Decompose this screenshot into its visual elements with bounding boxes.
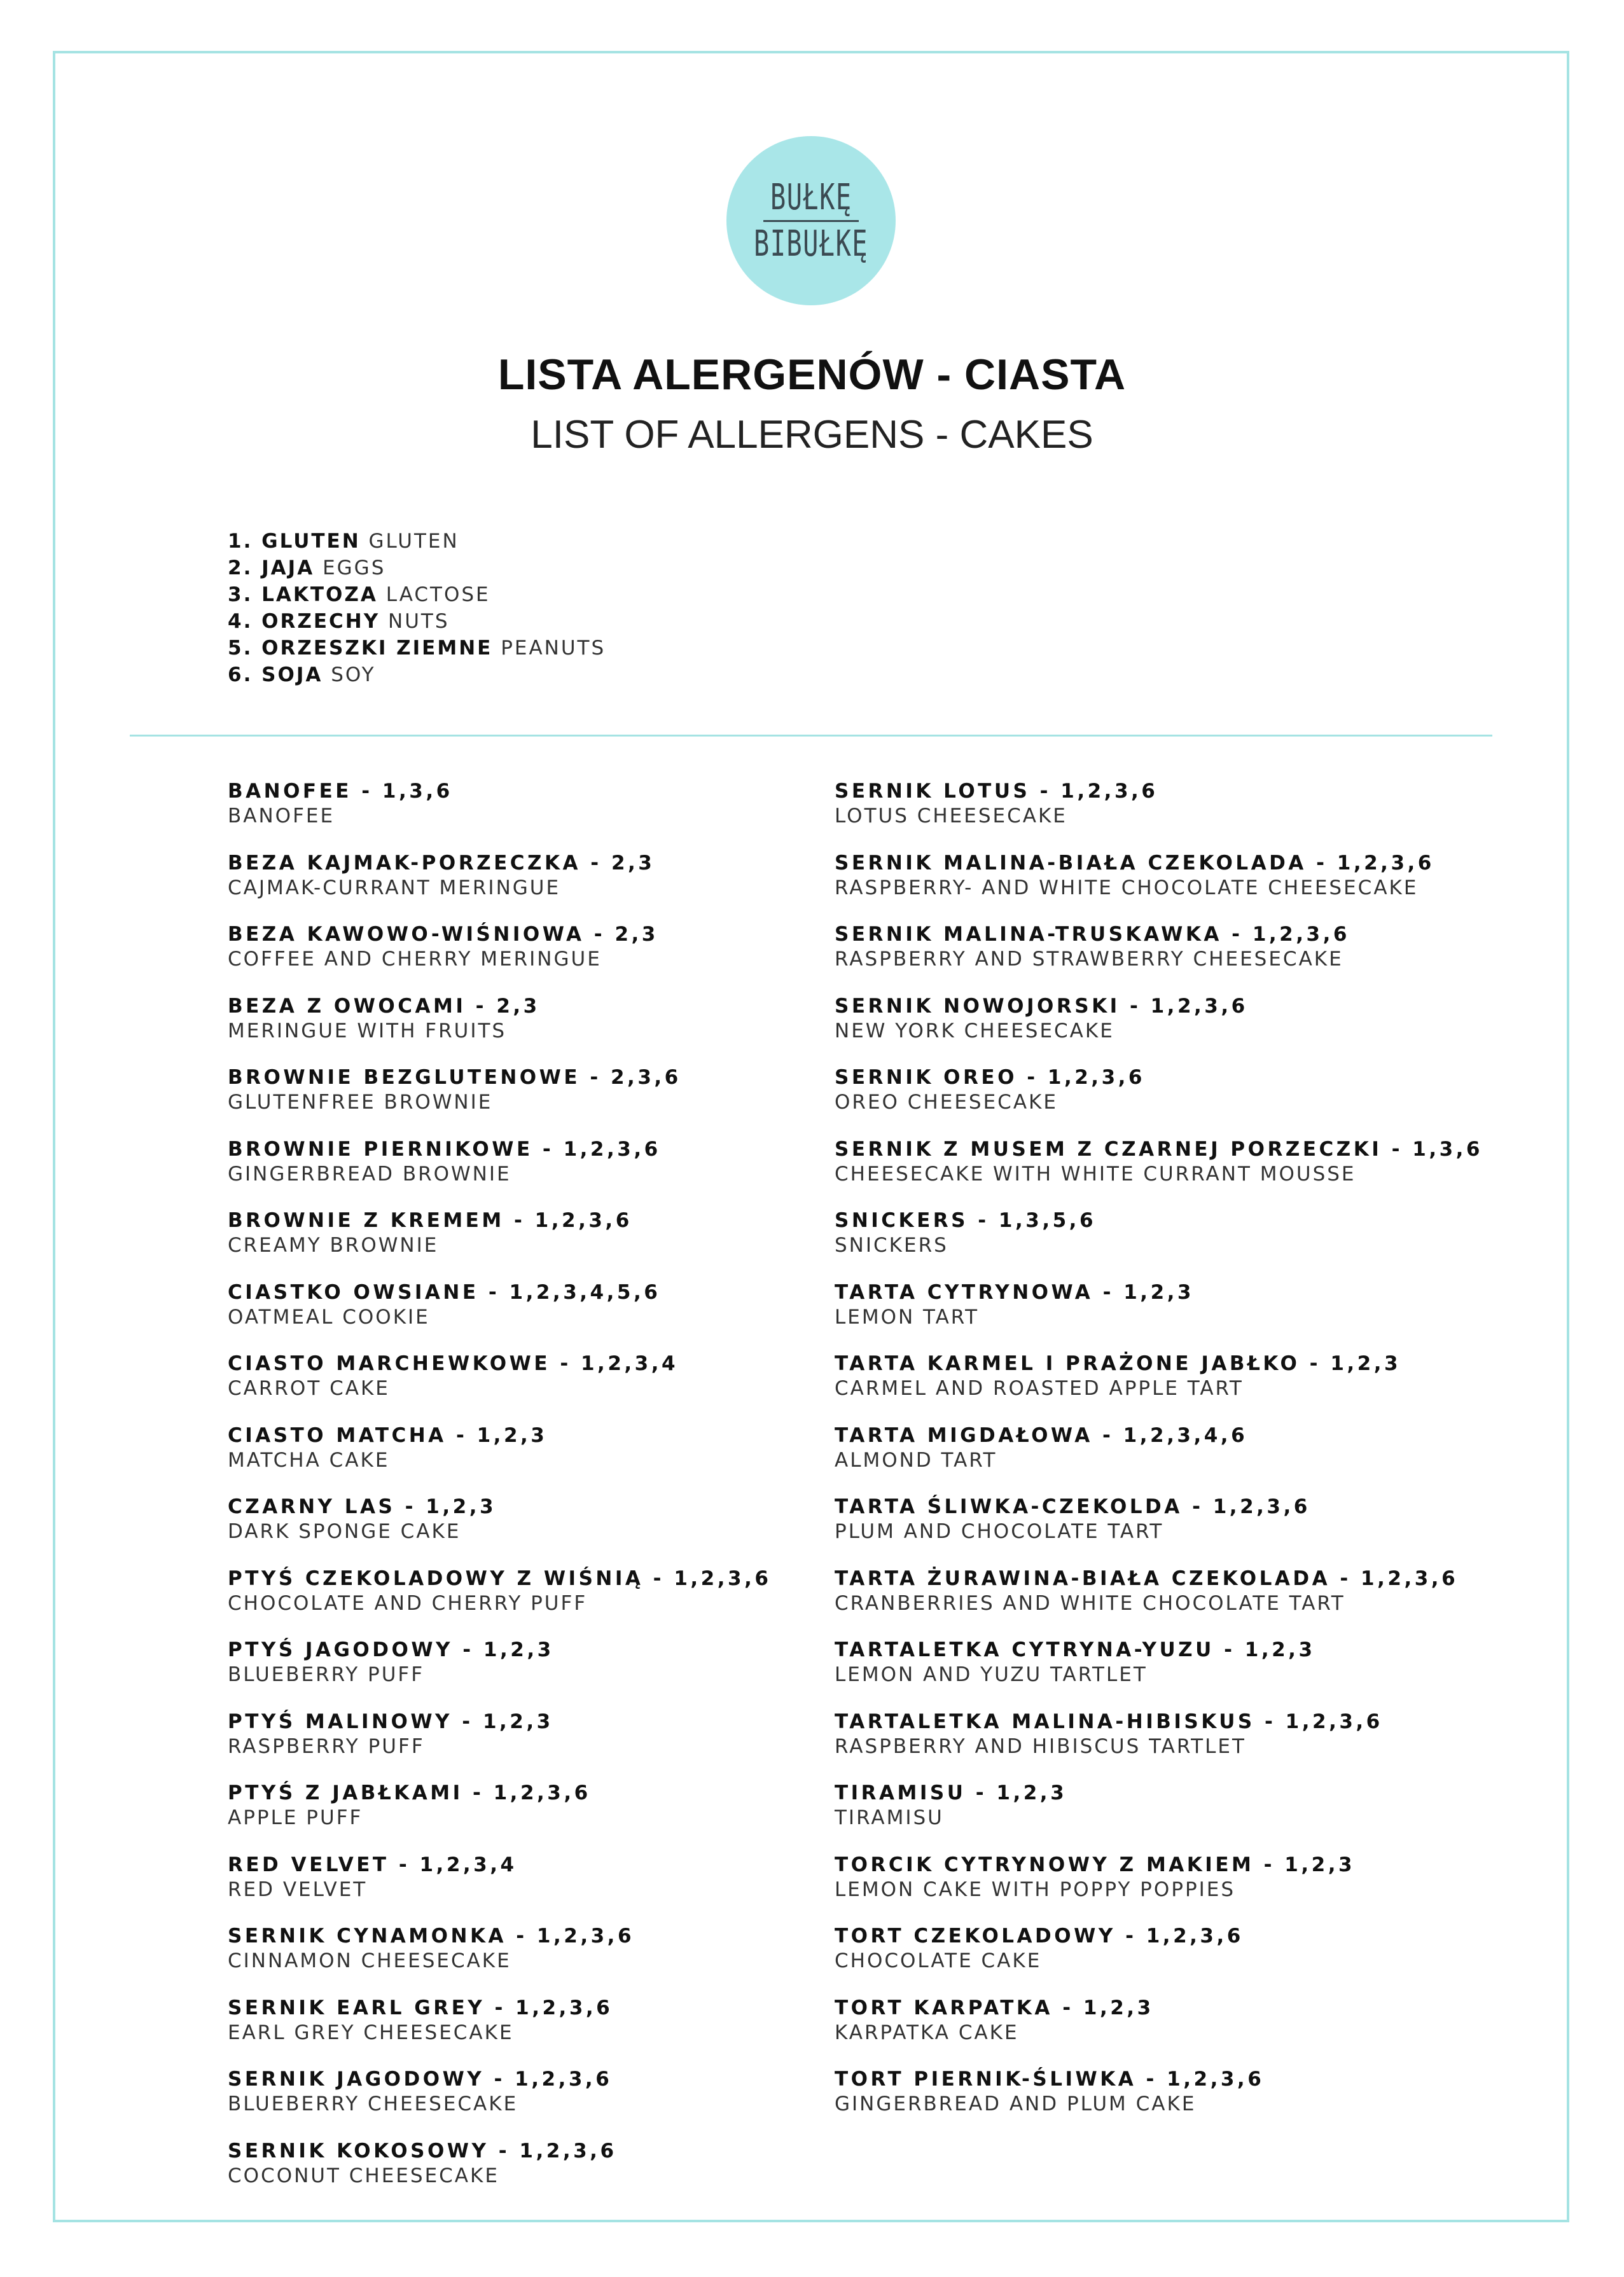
cake-item [228, 1208, 771, 1280]
cake-item [835, 1709, 1483, 1781]
cake-name: SNICKERS - 1,3,5,6 [835, 1209, 1097, 1232]
cake-item [228, 2066, 771, 2138]
cake-name: SERNIK MALINA-BIAŁA CZEKOLADA - 1,2,3,6 [835, 851, 1434, 875]
cake-item [835, 1566, 1483, 1638]
cake-name: TARTA ŻURAWINA-BIAŁA CZEKOLADA - 1,2,3,6 [835, 1567, 1459, 1590]
legend-item-en: SOY [331, 663, 376, 686]
cake-name: SERNIK Z MUSEM Z CZARNEJ PORZECZKI - 1,3,6 [835, 1137, 1483, 1161]
cake-name-en: RASPBERRY AND HIBISCUS TARTLET [835, 1734, 1246, 1758]
cake-name-en: DARK SPONGE CAKE [228, 1520, 461, 1543]
cake-name-en: SNICKERS [835, 1234, 948, 1257]
cake-name: TIRAMISU - 1,2,3 [835, 1782, 1067, 1804]
cake-item [228, 1637, 771, 1709]
cake-item [835, 1351, 1483, 1423]
cake-name: BEZA Z OWOCAMI - 2,3 [228, 994, 540, 1018]
cake-name: TORCIK CYTRYNOWY Z MAKIEM - 1,2,3 [835, 1853, 1356, 1876]
cake-item [228, 1423, 771, 1495]
legend-item-pl: 2. JAJA [228, 557, 315, 579]
legend-item [228, 635, 606, 661]
cake-item [228, 1065, 771, 1137]
cake-name: BEZA KAJMAK-PORZECZKA - 2,3 [228, 851, 655, 875]
cake-name-en: LEMON CAKE WITH POPPY POPPIES [835, 1878, 1236, 1901]
legend-item-en: GLUTEN [368, 530, 459, 553]
section-divider [130, 735, 1492, 737]
cake-item [228, 922, 771, 993]
cake-item [835, 2066, 1483, 2138]
cake-name-en: KARPATKA CAKE [835, 2021, 1019, 2044]
cake-item [228, 1780, 771, 1852]
cake-item [835, 1923, 1483, 1995]
cake-item [835, 1423, 1483, 1495]
cake-name-en: LEMON TART [835, 1305, 980, 1329]
cake-name-en: GLUTENFREE BROWNIE [228, 1091, 493, 1114]
cake-item [228, 779, 771, 850]
cake-name: TARTALETKA MALINA-HIBISKUS - 1,2,3,6 [835, 1710, 1383, 1733]
logo-text-line1: BUŁKĘ [770, 176, 852, 218]
cake-name: SERNIK JAGODOWY - 1,2,3,6 [228, 2068, 613, 2091]
cake-item [228, 993, 771, 1065]
legend-item-pl: 4. ORZECHY [228, 610, 380, 633]
cake-name-en: MERINGUE WITH FRUITS [228, 1019, 507, 1042]
cake-item [835, 1637, 1483, 1709]
cake-name: PTYŚ JAGODOWY - 1,2,3 [228, 1638, 554, 1661]
cake-name: TARTA MIGDAŁOWA - 1,2,3,4,6 [835, 1423, 1248, 1447]
cake-name: PTYŚ CZEKOLADOWY Z WIŚNIĄ - 1,2,3,6 [228, 1567, 772, 1590]
allergen-legend [228, 528, 606, 688]
cake-name-en: PLUM AND CHOCOLATE TART [835, 1520, 1164, 1543]
cake-item [228, 1137, 771, 1208]
cake-name-en: LOTUS CHEESECAKE [835, 805, 1067, 827]
cake-item [835, 1137, 1483, 1208]
legend-item-pl: 5. ORZESZKI ZIEMNE [228, 637, 493, 660]
legend-item-pl: 6. SOJA [228, 663, 323, 686]
cake-item [835, 1494, 1483, 1566]
legend-item-pl: 1. GLUTEN [228, 530, 361, 553]
cake-name: TARTA ŚLIWKA-CZEKOLDA - 1,2,3,6 [835, 1495, 1310, 1518]
cake-name: SERNIK KOKOSOWY - 1,2,3,6 [228, 2139, 617, 2163]
cake-name-en: BANOFEE [228, 805, 335, 827]
cake-name-en: CHOCOLATE AND CHERRY PUFF [228, 1591, 588, 1615]
cake-item [228, 1923, 771, 1995]
cake-name-en: RED VELVET [228, 1878, 368, 1901]
legend-item-en: PEANUTS [501, 637, 606, 660]
cake-name-en: CARROT CAKE [228, 1377, 390, 1400]
cake-name: TARTA KARMEL I PRAŻONE JABŁKO - 1,2,3 [835, 1352, 1401, 1375]
cake-name: BROWNIE BEZGLUTENOWE - 2,3,6 [228, 1066, 681, 1089]
legend-item-en: EGGS [323, 557, 386, 579]
cake-name: SERNIK EARL GREY - 1,2,3,6 [228, 1996, 613, 2019]
cake-name: SERNIK CYNAMONKA - 1,2,3,6 [228, 1925, 635, 1948]
cake-name: SERNIK NOWOJORSKI - 1,2,3,6 [835, 994, 1248, 1018]
cake-name-en: LEMON AND YUZU TARTLET [835, 1663, 1148, 1686]
cake-name: BROWNIE Z KREMEM - 1,2,3,6 [228, 1209, 632, 1232]
cake-list-left [228, 779, 771, 2210]
cake-item [835, 850, 1483, 922]
cake-item [835, 993, 1483, 1065]
cake-name-en: COFFEE AND CHERRY MERINGUE [228, 948, 602, 971]
cake-name-en: APPLE PUFF [228, 1806, 363, 1829]
cake-name-en: RASPBERRY PUFF [228, 1734, 425, 1758]
cake-name-en: GINGERBREAD AND PLUM CAKE [835, 2093, 1197, 2115]
cake-item [835, 1852, 1483, 1924]
cake-name: CZARNY LAS - 1,2,3 [228, 1495, 497, 1518]
cake-name-en: CHEESECAKE WITH WHITE CURRANT MOUSSE [835, 1162, 1356, 1186]
legend-item-en: NUTS [388, 610, 450, 633]
legend-item [228, 528, 606, 555]
cake-name-en: CARMEL AND ROASTED APPLE TART [835, 1377, 1244, 1400]
cake-item [835, 1995, 1483, 2067]
cake-name: TORT CZEKOLADOWY - 1,2,3,6 [835, 1925, 1244, 1948]
cake-name-en: NEW YORK CHEESECAKE [835, 1019, 1114, 1042]
cake-name-en: CRANBERRIES AND WHITE CHOCOLATE TART [835, 1591, 1345, 1615]
cake-item [228, 1995, 771, 2067]
cake-name: BANOFEE - 1,3,6 [228, 780, 453, 803]
cake-item [228, 1280, 771, 1352]
cake-name: SERNIK LOTUS - 1,2,3,6 [835, 780, 1158, 803]
cake-name: TORT PIERNIK-ŚLIWKA - 1,2,3,6 [835, 2068, 1265, 2091]
cake-item [835, 779, 1483, 850]
cake-name: PTYŚ MALINOWY - 1,2,3 [228, 1710, 553, 1733]
cake-name-en: BLUEBERRY CHEESECAKE [228, 2093, 518, 2115]
legend-item-en: LACTOSE [385, 583, 490, 606]
cake-item [228, 850, 771, 922]
cake-name: TARTA CYTRYNOWA - 1,2,3 [835, 1280, 1195, 1304]
legend-item [228, 581, 606, 608]
legend-item [228, 608, 606, 635]
legend-item-pl: 3. LAKTOZA [228, 583, 378, 606]
legend-item [228, 555, 606, 581]
legend-item [228, 661, 606, 688]
cake-item [228, 1852, 771, 1924]
cake-name-en: CAJMAK-CURRANT MERINGUE [228, 876, 561, 899]
cake-name: PTYŚ Z JABŁKAMI - 1,2,3,6 [228, 1782, 591, 1804]
cake-name: BEZA KAWOWO-WIŚNIOWA - 2,3 [228, 923, 658, 946]
cake-name-en: COCONUT CHEESECAKE [228, 2164, 499, 2187]
cake-name: TARTALETKA CYTRYNA-YUZU - 1,2,3 [835, 1638, 1315, 1661]
cake-name-en: RASPBERRY AND STRAWBERRY CHEESECAKE [835, 948, 1343, 971]
cake-name-en: TIRAMISU [835, 1806, 944, 1829]
cake-item [228, 1709, 771, 1781]
cake-item [228, 1351, 771, 1423]
cake-name-en: GINGERBREAD BROWNIE [228, 1162, 511, 1186]
page-title: LISTA ALERGENÓW - CIASTA [497, 350, 1127, 399]
cake-item [228, 2138, 771, 2210]
cake-name: TORT KARPATKA - 1,2,3 [835, 1996, 1154, 2019]
cake-name-en: EARL GREY CHEESECAKE [228, 2021, 514, 2044]
cake-item [835, 1280, 1483, 1352]
cake-item [228, 1566, 771, 1638]
cake-name: CIASTO MATCHA - 1,2,3 [228, 1423, 548, 1447]
cake-item [835, 1208, 1483, 1280]
cake-list-right [835, 779, 1483, 2138]
cake-name: CIASTO MARCHEWKOWE - 1,2,3,4 [228, 1352, 679, 1375]
cake-item [835, 922, 1483, 993]
cake-name-en: BLUEBERRY PUFF [228, 1663, 425, 1686]
logo-text-line2: BIBUŁKĘ [753, 223, 868, 265]
cake-name-en: RASPBERRY- AND WHITE CHOCOLATE CHEESECAKE [835, 876, 1419, 899]
cake-name-en: OATMEAL COOKIE [228, 1305, 430, 1329]
cake-name-en: CREAMY BROWNIE [228, 1234, 439, 1257]
cake-item [835, 1065, 1483, 1137]
cake-item [228, 1494, 771, 1566]
cake-name: CIASTKO OWSIANE - 1,2,3,4,5,6 [228, 1280, 661, 1304]
brand-logo [726, 136, 896, 305]
cake-name: SERNIK MALINA-TRUSKAWKA - 1,2,3,6 [835, 923, 1350, 946]
cake-name-en: OREO CHEESECAKE [835, 1091, 1058, 1114]
cake-name: RED VELVET - 1,2,3,4 [228, 1853, 517, 1876]
cake-name: SERNIK OREO - 1,2,3,6 [835, 1066, 1145, 1089]
cake-name-en: ALMOND TART [835, 1448, 997, 1472]
cake-name-en: CHOCOLATE CAKE [835, 1949, 1042, 1972]
page-subtitle: LIST OF ALLERGENS - CAKES [531, 413, 1093, 457]
cake-name: BROWNIE PIERNIKOWE - 1,2,3,6 [228, 1137, 661, 1161]
logo-divider [763, 220, 859, 222]
cake-name-en: MATCHA CAKE [228, 1448, 390, 1472]
cake-name-en: CINNAMON CHEESECAKE [228, 1949, 511, 1972]
cake-item [835, 1780, 1483, 1852]
